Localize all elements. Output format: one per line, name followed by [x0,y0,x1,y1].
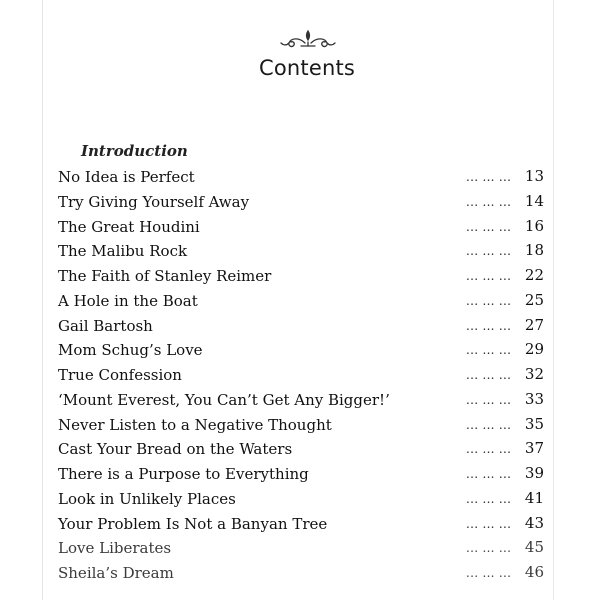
dot-leader: ... ... ... [466,244,512,259]
dot-leader: ... ... ... [466,442,512,457]
toc-entry-page-number: 25 [524,290,544,309]
toc-entry [0,488,600,513]
toc-entry-page-number: 14 [524,191,544,210]
toc-entry-page-number: 46 [524,563,544,581]
toc-entry-page-number: 13 [524,167,544,185]
dot-leader: ... ... ... [466,491,512,506]
toc-entry [0,265,600,290]
toc-entry [0,315,600,340]
toc-entry [0,166,600,191]
toc-entry [0,216,600,241]
toc-entry [0,414,600,439]
dot-leader: ... ... ... [466,417,512,432]
toc-entry-page-number: 32 [524,365,544,383]
toc-entry-page-number: 43 [524,513,544,532]
toc-entry [0,513,600,538]
toc-entry-title: Try Giving Yourself Away [58,192,250,211]
dot-leader: ... ... ... [466,467,512,481]
toc-entry-page-number: 22 [524,266,544,284]
toc-entry [0,191,600,216]
toc-entry [0,240,600,265]
dot-leader: ... ... ... [466,516,512,531]
toc-entry-title: The Faith of Stanley Reimer [58,267,272,285]
toc-entry-title: Sheila’s Dream [58,564,174,582]
toc-entry-title: There is a Purpose to Everything [58,465,309,483]
page-title: Contents [258,56,356,80]
toc-entry-title: Your Problem Is Not a Banyan Tree [58,514,328,533]
toc-entry-page-number: 27 [524,315,544,334]
toc-entry [0,463,600,488]
dot-leader: ... ... ... [466,541,512,556]
toc-entry-title: The Great Houdini [58,217,200,236]
toc-entry-title: A Hole in the Boat [58,291,198,310]
dot-leader: ... ... ... [466,170,512,184]
toc-entry-page-number: 16 [524,216,544,235]
toc-entry-page-number: 29 [524,340,544,359]
toc-entry-page-number: 35 [524,414,544,433]
toc-entry-page-number: 33 [524,389,544,408]
dot-leader: ... ... ... [466,318,512,333]
dot-leader: ... ... ... [466,194,512,209]
toc-entry [0,339,600,364]
toc-entry-title: The Malibu Rock [58,242,188,261]
toc-entry-page-number: 18 [524,241,544,260]
toc-entry [0,290,600,315]
dot-leader: ... ... ... [466,566,512,580]
dot-leader: ... ... ... [466,368,512,382]
dot-leader: ... ... ... [466,392,512,407]
toc-entry-page-number: 41 [524,488,544,507]
toc-entry [0,562,600,587]
toc-entry-title: Cast Your Bread on the Waters [58,440,293,459]
toc-entry-title: True Confession [58,366,182,384]
toc-entry-page-number: 37 [524,439,544,458]
toc-entry-title: ‘Mount Everest, You Can’t Get Any Bigger!’ [58,390,390,409]
toc-entry [0,438,600,463]
toc-entry-page-number: 45 [524,538,544,557]
toc-entry [0,364,600,389]
dot-leader: ... ... ... [466,293,512,308]
toc-entry-title: No Idea is Perfect [58,168,195,186]
dot-leader: ... ... ... [466,343,512,358]
toc-entry [0,537,600,562]
table-of-contents [0,166,600,587]
toc-entry-title: Love Liberates [58,539,172,558]
toc-entry-title: Look in Unlikely Places [58,489,236,508]
flourish-ornament-icon [279,28,337,50]
toc-entry-title: Mom Schug’s Love [58,341,203,360]
toc-entry-title: Gail Bartosh [58,316,153,335]
introduction-label: Introduction [81,142,188,160]
toc-entry-title: Never Listen to a Negative Thought [58,415,332,434]
dot-leader: ... ... ... [466,269,512,283]
toc-entry [0,389,600,414]
toc-entry-page-number: 39 [524,464,544,482]
dot-leader: ... ... ... [466,219,512,234]
